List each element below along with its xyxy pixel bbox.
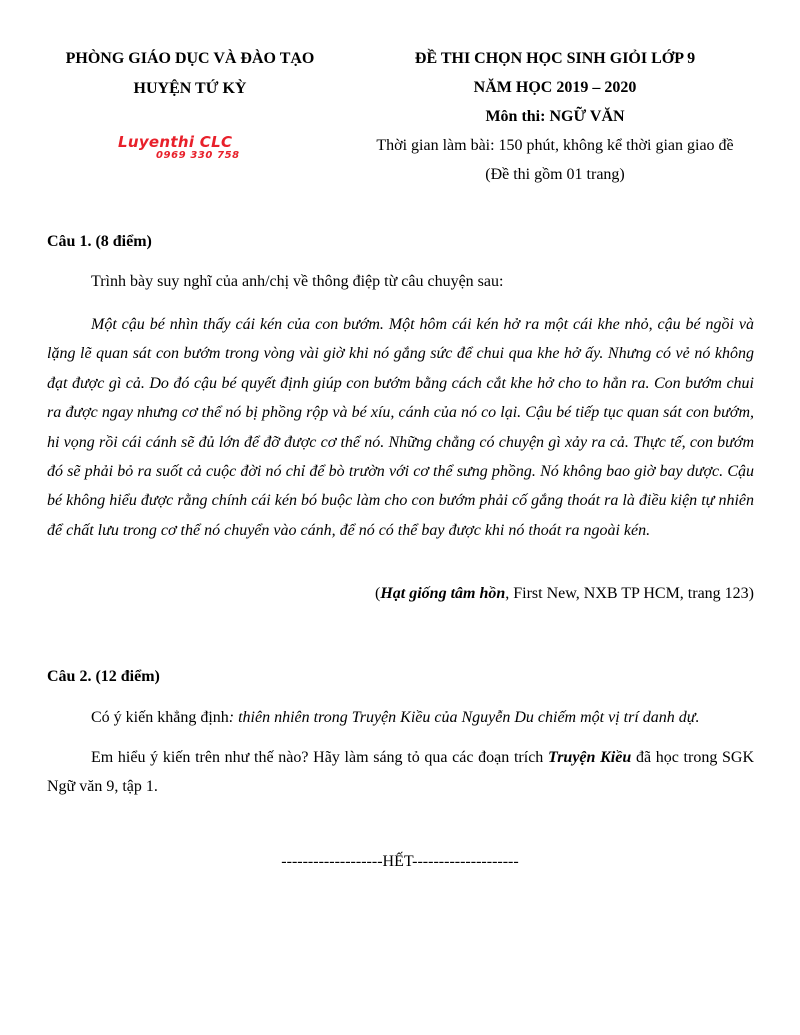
end-marker: -------------------HẾT-------------------- [281, 853, 519, 870]
task-work-title: Truyện Kiều [548, 749, 632, 766]
story-source [375, 585, 754, 603]
question-1-story: Một cậu bé nhìn thấy cái kén của con bướm. Một hôm cái kén hở ra một cái khe nhỏ, cậu bé ngồi và lặng lẽ quan sát con bướm trong vòng vài giờ khi nó gắng sức để chui qua khe hở ấy. Nhưng có vẻ nó không đạt được gì cả. Do đó cậu bé quyết định giúp con bướm bằng cách cắt khe hở cho to hẳn ra. Con bướm chui ra được ngay nhưng cơ thể nó bị phồng rộp và bé xíu, cánh của nó co lại. Cậu bé tiếp tục quan sát con bướm, hi vọng rồi cái cánh sẽ đủ lớn để đỡ được cơ thể nó. Những chẳng có chuyện gì xảy ra cả. Thực tế, con bướm đó sẽ phải bỏ ra suốt cả cuộc đời nó chỉ để bò trườn với cơ thể sưng phồng. Nó không bao giờ bay dược. Cậu bé không hiểu được rằng chính cái kén bó buộc làm cho con bướm phải cố gắng thoát ra là điều kiện tự nhiên để chất lưu trong cơ thể nó chuyển vào cánh, để nó có thể bay được khi nó thoát ra ngoài kén. [47, 316, 754, 539]
logo-phone: 0969 330 758 [156, 150, 240, 161]
brand-logo [118, 133, 268, 167]
question-1-title: Câu 1. (8 điểm) [47, 233, 152, 250]
task-lead: Em hiểu ý kiến trên như thế nào? Hãy làm sáng tỏ qua các đoạn trích [91, 749, 549, 766]
source-open-paren: ( [375, 585, 381, 602]
exam-info [345, 44, 765, 189]
question-2-statement [47, 703, 754, 732]
exam-subject: Môn thi: NGỮ VĂN [485, 108, 625, 125]
exam-page-count: (Đề thi gồm 01 trang) [485, 166, 625, 183]
school-year: NĂM HỌC 2019 – 2020 [473, 79, 637, 96]
issuing-office [40, 44, 340, 104]
department-name: PHÒNG GIÁO DỤC VÀ ĐÀO TẠO [65, 50, 315, 67]
question-2-task [47, 743, 754, 802]
district-name: HUYỆN TỨ KỲ [133, 80, 247, 97]
task-rest: đã học trong SGK Ngữ văn 9, tập 1. [47, 749, 755, 796]
statement-quote: : thiên nhiên trong Truyện Kiều của Nguyễn Du chiếm một vị trí danh dự. [228, 709, 700, 726]
logo-name: Luyenthi CLC [118, 133, 233, 151]
question-2-title: Câu 2. (12 điểm) [47, 668, 160, 685]
statement-lead: Có ý kiến khẳng định [91, 709, 229, 726]
source-publisher: , First New, NXB TP HCM, trang 123) [505, 585, 754, 602]
source-book-title: Hạt giống tâm hồn [380, 585, 506, 602]
exam-title: ĐỀ THI CHỌN HỌC SINH GIỎI LỚP 9 [414, 50, 696, 67]
exam-duration: Thời gian làm bài: 150 phút, không kể thời gian giao đề [376, 137, 734, 154]
question-1-prompt: Trình bày suy nghĩ của anh/chị về thông điệp từ câu chuyện sau: [91, 273, 504, 290]
